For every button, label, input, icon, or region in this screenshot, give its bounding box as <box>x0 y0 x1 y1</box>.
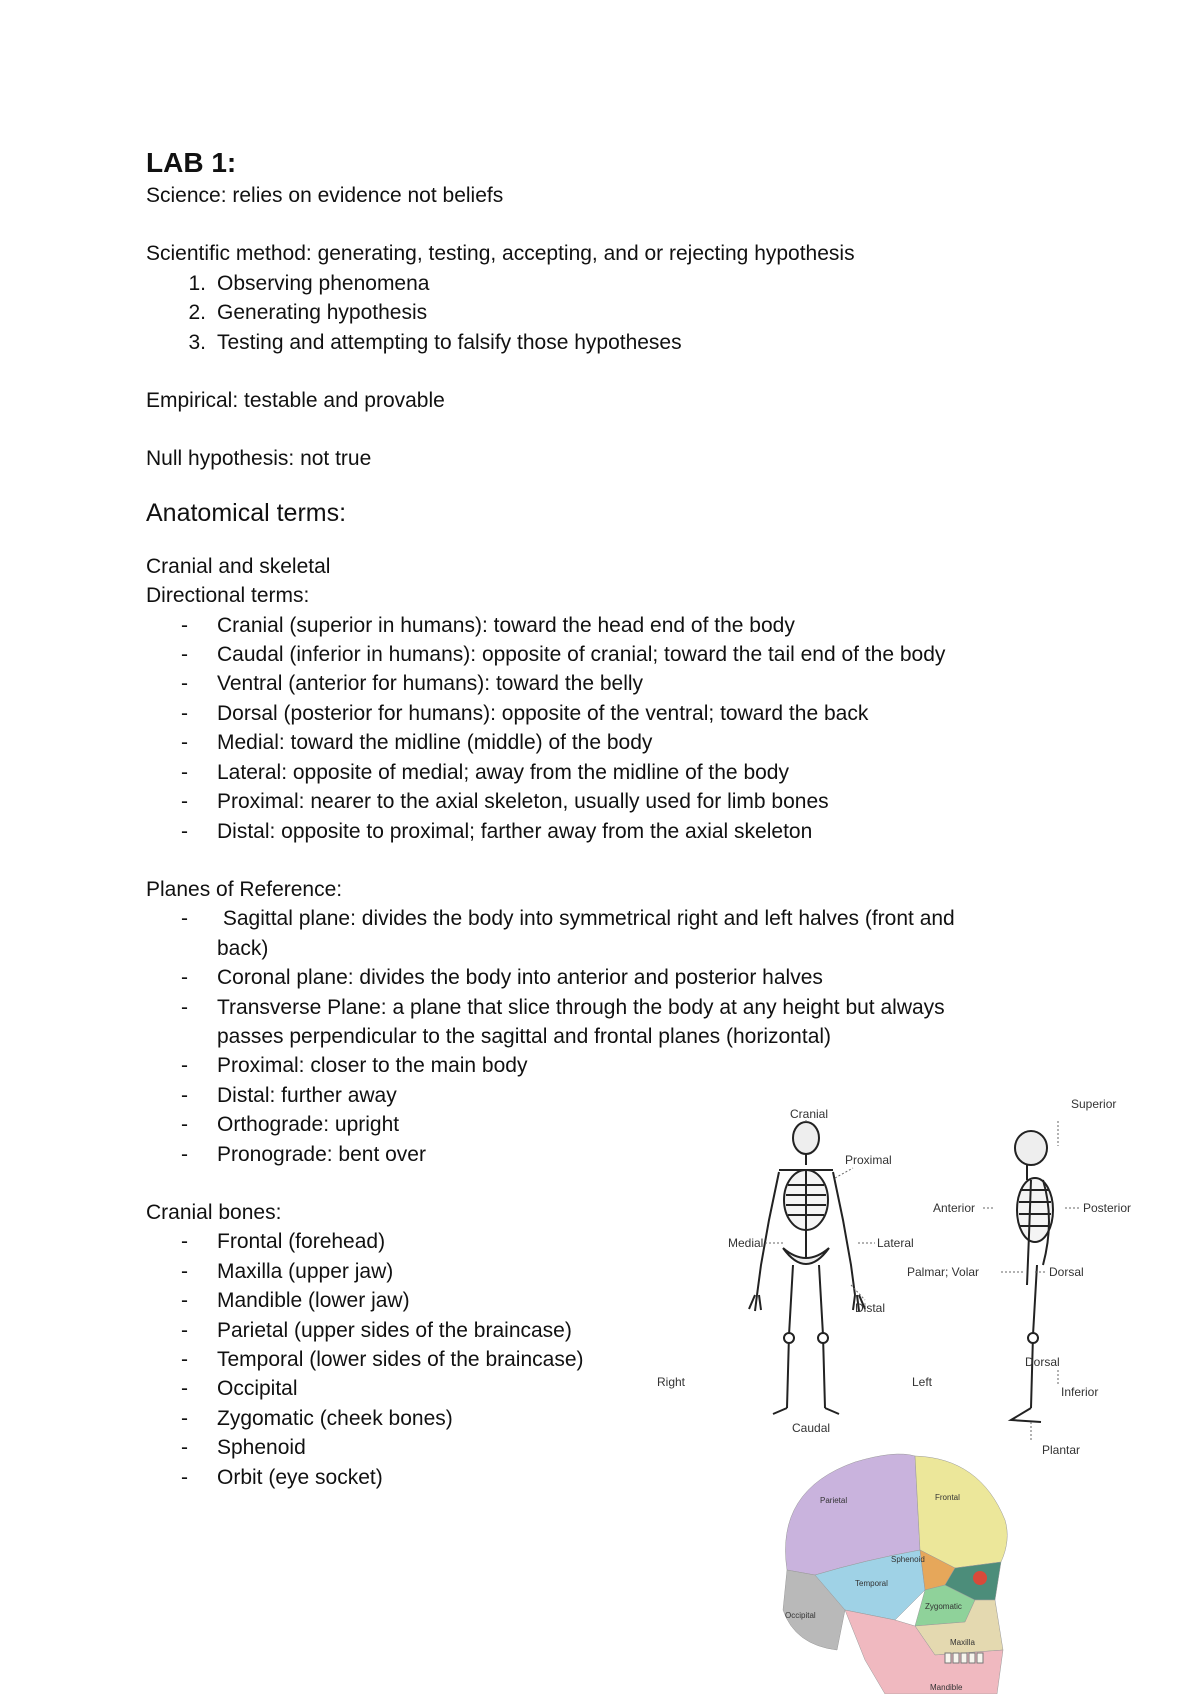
list-item: - Temporal (lower sides of the braincase) <box>181 1348 584 1371</box>
list-item: - Cranial (superior in humans): toward the head end of the body <box>181 613 795 637</box>
teeth <box>945 1653 983 1663</box>
left-label: Left <box>912 1375 933 1389</box>
list-item: - Dorsal (posterior for humans): opposite of the ventral; toward the back <box>181 701 869 725</box>
empirical-definition: Empirical: testable and provable <box>146 389 445 413</box>
list-item: - Caudal (inferior in humans): opposite of cranial; toward the tail end of the body <box>181 643 946 667</box>
plantar-label: Plantar <box>1042 1443 1081 1457</box>
method-steps-list <box>146 269 1046 357</box>
right-label: Right <box>657 1375 686 1389</box>
list-item: - Transverse Plane: a plane that slice through the body at any height but always passes perpendicular to the sagittal and frontal planes (horizontal) <box>181 995 945 1048</box>
medial-label: Medial <box>728 1236 764 1250</box>
posterior-label: Posterior <box>1083 1201 1132 1215</box>
anterior-label: Anterior <box>933 1201 976 1215</box>
planes-heading: Planes of Reference: <box>146 877 343 901</box>
list-item: 3. Testing and attempting to falsify those hypotheses <box>188 330 682 354</box>
directional-terms-list <box>146 611 1046 846</box>
list-item: - Distal: further away <box>181 1083 397 1107</box>
list-item: - Ventral (anterior for humans): toward the belly <box>181 672 644 696</box>
side-skeleton-figure <box>1011 1131 1053 1422</box>
sphenoid-label: Sphenoid <box>891 1555 925 1564</box>
null-hypothesis-definition: Null hypothesis: not true <box>146 447 372 471</box>
science-definition: Science: relies on evidence not beliefs <box>146 184 504 207</box>
temporal-label: Temporal <box>855 1579 888 1588</box>
list-item: - Orbit (eye socket) <box>181 1465 383 1489</box>
mandible-label: Mandible <box>930 1683 963 1692</box>
list-item: - Distal: opposite to proximal; farther away from the axial skeleton <box>181 819 813 843</box>
skull-diagram <box>775 1450 1055 1694</box>
list-item: - Occipital <box>181 1377 298 1401</box>
list-item: - Proximal: nearer to the axial skeleton, usually used for limb bones <box>181 790 829 814</box>
list-item: - Frontal (forehead) <box>181 1230 386 1254</box>
palmar-volar-label: Palmar; Volar <box>907 1265 980 1279</box>
caudal-label: Caudal <box>792 1421 831 1435</box>
parietal-label: Parietal <box>820 1496 848 1505</box>
list-item: - Lateral: opposite of medial; away from the midline of the body <box>181 760 789 784</box>
inferior-label: Inferior <box>1061 1385 1099 1399</box>
cranial-skeletal-label: Cranial and skeletal <box>146 554 331 578</box>
list-item: - Sphenoid <box>181 1436 306 1460</box>
zygomatic-label: Zygomatic <box>925 1602 962 1611</box>
list-item: 1. Observing phenomena <box>188 271 430 295</box>
list-item: - Maxilla (upper jaw) <box>181 1259 394 1283</box>
anatomical-terms-heading: Anatomical terms: <box>146 498 347 527</box>
list-item: - Medial: toward the midline (middle) of the body <box>181 731 653 755</box>
scientific-method-definition: Scientific method: generating, testing, accepting, and or rejecting hypothesis <box>146 242 855 266</box>
list-item: - Orthograde: upright <box>181 1113 400 1137</box>
list-item: - Proximal: closer to the main body <box>181 1054 528 1078</box>
occipital-label: Occipital <box>785 1611 816 1620</box>
cranial-bones-heading: Cranial bones: <box>146 1200 282 1224</box>
superior-label: Superior <box>1071 1097 1117 1111</box>
dorsal-label: Dorsal <box>1049 1265 1084 1279</box>
directional-terms-heading: Directional terms: <box>146 584 310 608</box>
list-item: - Mandible (lower jaw) <box>181 1289 410 1313</box>
frontal-bone <box>915 1456 1007 1568</box>
page-title: LAB 1: <box>146 147 237 178</box>
list-item: 2. Generating hypothesis <box>188 301 428 325</box>
proximal-label: Proximal <box>845 1153 892 1167</box>
list-item: - Pronograde: bent over <box>181 1142 426 1166</box>
maxilla-label: Maxilla <box>950 1638 975 1647</box>
list-item: - Sagittal plane: divides the body into symmetrical right and left halves (front and back) <box>181 907 961 960</box>
list-item: - Parietal (upper sides of the braincase) <box>181 1318 572 1342</box>
dorsal-foot-label: Dorsal <box>1025 1355 1060 1369</box>
cranial-label: Cranial <box>790 1107 829 1121</box>
list-item: - Zygomatic (cheek bones) <box>181 1406 453 1430</box>
frontal-label: Frontal <box>935 1493 960 1502</box>
lacrimal-bone <box>973 1571 987 1585</box>
list-item: - Coronal plane: divides the body into anterior and posterior halves <box>181 966 823 990</box>
skeleton-diagram <box>657 1090 1175 1460</box>
distal-label: Distal <box>855 1301 886 1315</box>
lateral-label: Lateral <box>877 1236 914 1250</box>
